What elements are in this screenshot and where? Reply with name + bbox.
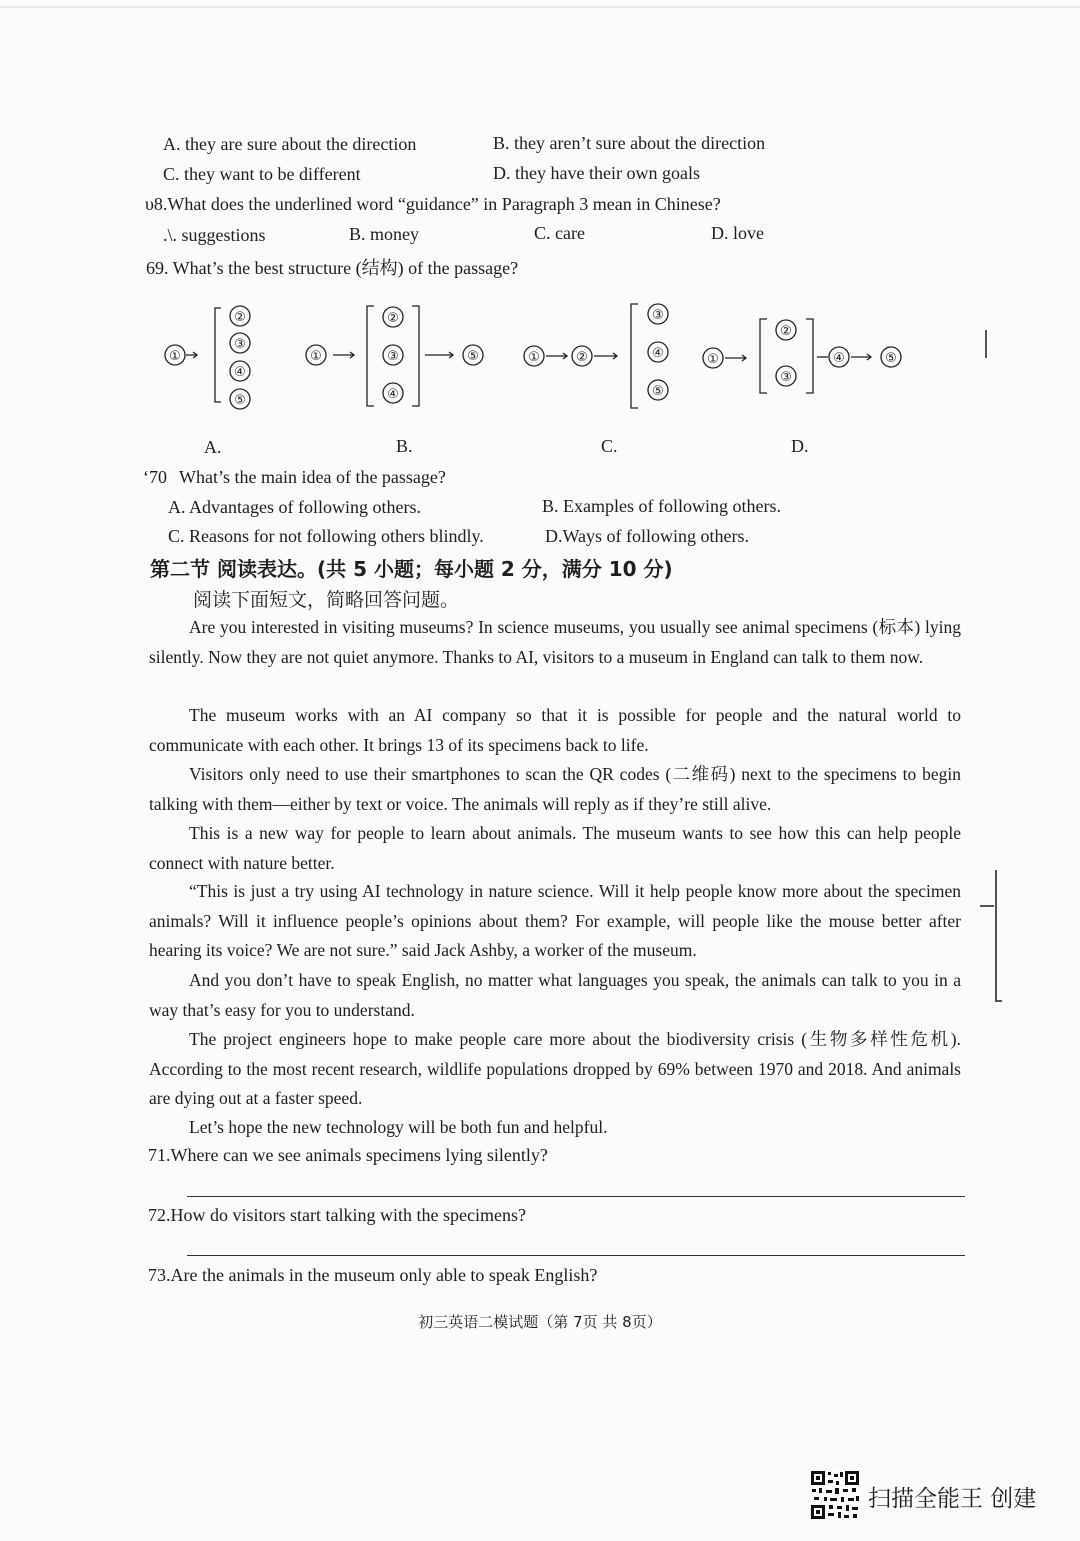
- scan-mark: [996, 1000, 1002, 1002]
- arrow: [851, 354, 871, 360]
- diagram-label-b: B.: [396, 436, 413, 456]
- node-3-label: ③: [234, 337, 246, 352]
- passage-paragraph-4: This is a new way for people to learn about animals. The museum wants to see how this can help people connect with nature better.: [149, 823, 961, 873]
- bracket-left: [367, 306, 374, 406]
- node-5-label: ⑤: [467, 349, 479, 364]
- question-72: 72.How do visitors start talking with the specimens?: [148, 1205, 526, 1225]
- q69-question: [146, 254, 518, 280]
- passage-paragraph-8: Let’s hope the new technology will be both fun and helpful.: [189, 1117, 608, 1137]
- node-5-label: ⑤: [885, 351, 897, 366]
- q68-option-a: .\. suggestions: [163, 225, 266, 245]
- bracket: [631, 304, 638, 408]
- answer-line-71[interactable]: [187, 1196, 965, 1197]
- scan-mark: [980, 905, 994, 907]
- scan-mark: [985, 330, 987, 358]
- diagram-label-c: C.: [601, 436, 618, 456]
- bracket-right: [806, 319, 813, 393]
- bracket: [215, 308, 221, 402]
- passage-paragraph-3: Visitors only need to use their smartphones to scan the QR codes (二维码) next to the specimens to begin talking with them—either by text or voice. The animals will reply as if they’re still alive.: [149, 764, 961, 814]
- diagram-label-d: D.: [791, 436, 809, 456]
- q70-number: ‘70: [143, 467, 167, 487]
- arrow: [725, 355, 746, 361]
- bracket-left: [760, 319, 767, 393]
- question-73: 73.Are the animals in the museum only able to speak English?: [148, 1265, 598, 1285]
- arrow: [546, 353, 567, 359]
- q70-question: [143, 467, 446, 488]
- passage-paragraph-5: “This is just a try using AI technology in nature science. Will it help people know more about the specimen animals? Will it influence people’s opinions about them? For example, will people like the mouse better after hearing its voice? We are not sure.” said Jack Ashby, a worker of the museum.: [149, 881, 961, 960]
- q68-option-b: B. money: [349, 224, 419, 244]
- node-4-label: ④: [652, 346, 664, 361]
- q68-option-d: D. love: [711, 223, 764, 243]
- question-71: 71.Where can we see animals specimens lying silently?: [148, 1145, 548, 1165]
- node-1-label: ①: [528, 350, 540, 365]
- node-4-label: ④: [387, 387, 399, 402]
- arrow: [186, 352, 197, 358]
- diagram-c: [524, 304, 668, 408]
- diagram-a: [165, 306, 250, 409]
- q70-option-a: A. Advantages of following others.: [168, 497, 421, 517]
- node-2-label: ②: [234, 310, 246, 325]
- scan-mark: [995, 870, 997, 1002]
- node-3-label: ③: [652, 308, 664, 323]
- diagram-d: [703, 319, 901, 393]
- node-1-label: ①: [707, 352, 719, 367]
- passage-paragraph-7: The project engineers hope to make people care more about the biodiversity crisis (生物多样性危机). According to the most recent research, wildlife populations dropped by 69% between 1970 and 2018. And animals are dying out at a faster speed.: [149, 1029, 961, 1108]
- q68-text: What does the underlined word “guidance” in Paragraph 3 mean in Chinese?: [167, 194, 721, 214]
- answer-line-72[interactable]: [187, 1255, 965, 1256]
- arrow: [594, 353, 617, 359]
- q69-number: 69.: [146, 258, 169, 278]
- q68-number: υ8.: [145, 194, 168, 214]
- arrow: [425, 352, 453, 358]
- q70-option-b: B. Examples of following others.: [542, 496, 781, 516]
- section-instruction: 阅读下面短文，简略回答问题。: [193, 589, 460, 611]
- node-5-label: ⑤: [652, 384, 664, 399]
- page-footer: 初三英语二模试题（第 7页 共 8页）: [418, 1313, 662, 1331]
- node-1-label: ①: [310, 349, 322, 364]
- scan-edge: [0, 6, 1080, 8]
- arrow: [333, 352, 354, 358]
- q70-text: What’s the main idea of the passage?: [179, 467, 446, 487]
- passage-paragraph-1: Are you interested in visiting museums? In science museums, you usually see animal specimens (标本) lying silently. Now they are not quiet anymore. Thanks to AI, visitors to a museum in England can talk to them now.: [149, 617, 961, 667]
- diagram-label-a: A.: [204, 437, 222, 457]
- q69-text: What’s the best structure (结构) of the passage?: [168, 258, 519, 278]
- node-1-label: ①: [169, 349, 181, 364]
- q68-option-c: C. care: [534, 223, 585, 243]
- q67-option-c: C. they want to be different: [163, 164, 361, 184]
- node-3-label: ③: [387, 349, 399, 364]
- passage-paragraph-2: The museum works with an AI company so that it is possible for people and the natural world to communicate with each other. It brings 13 of its specimens back to life.: [149, 705, 961, 755]
- q67-option-b: B. they aren’t sure about the direction: [493, 133, 766, 153]
- node-4-label: ④: [833, 351, 845, 366]
- q70-option-d: D.Ways of following others.: [545, 526, 750, 546]
- structure-diagrams: [150, 296, 910, 421]
- q70-option-c: C. Reasons for not following others blindly.: [168, 526, 484, 546]
- passage-paragraph-6: And you don’t have to speak English, no matter what languages you speak, the animals can talk to you in a way that’s easy for you to understand.: [149, 970, 961, 1020]
- q67-option-d: D. they have their own goals: [493, 163, 700, 183]
- node-2-label: ②: [387, 311, 399, 326]
- scanner-brand-text: 扫描全能王 创建: [868, 1486, 1037, 1512]
- node-2-label: ②: [576, 350, 588, 365]
- node-3-label: ③: [780, 370, 792, 385]
- node-5-label: ⑤: [234, 393, 246, 408]
- qr-code-icon: [810, 1470, 860, 1520]
- diagram-b: [306, 306, 483, 406]
- node-2-label: ②: [780, 324, 792, 339]
- bracket-right: [412, 306, 419, 406]
- q67-option-a: A. they are sure about the direction: [163, 134, 417, 154]
- q68-question: [145, 194, 721, 215]
- node-4-label: ④: [234, 365, 246, 380]
- section-heading: 第二节 阅读表达。(共 5 小题；每小题 2 分，满分 10 分): [150, 557, 673, 581]
